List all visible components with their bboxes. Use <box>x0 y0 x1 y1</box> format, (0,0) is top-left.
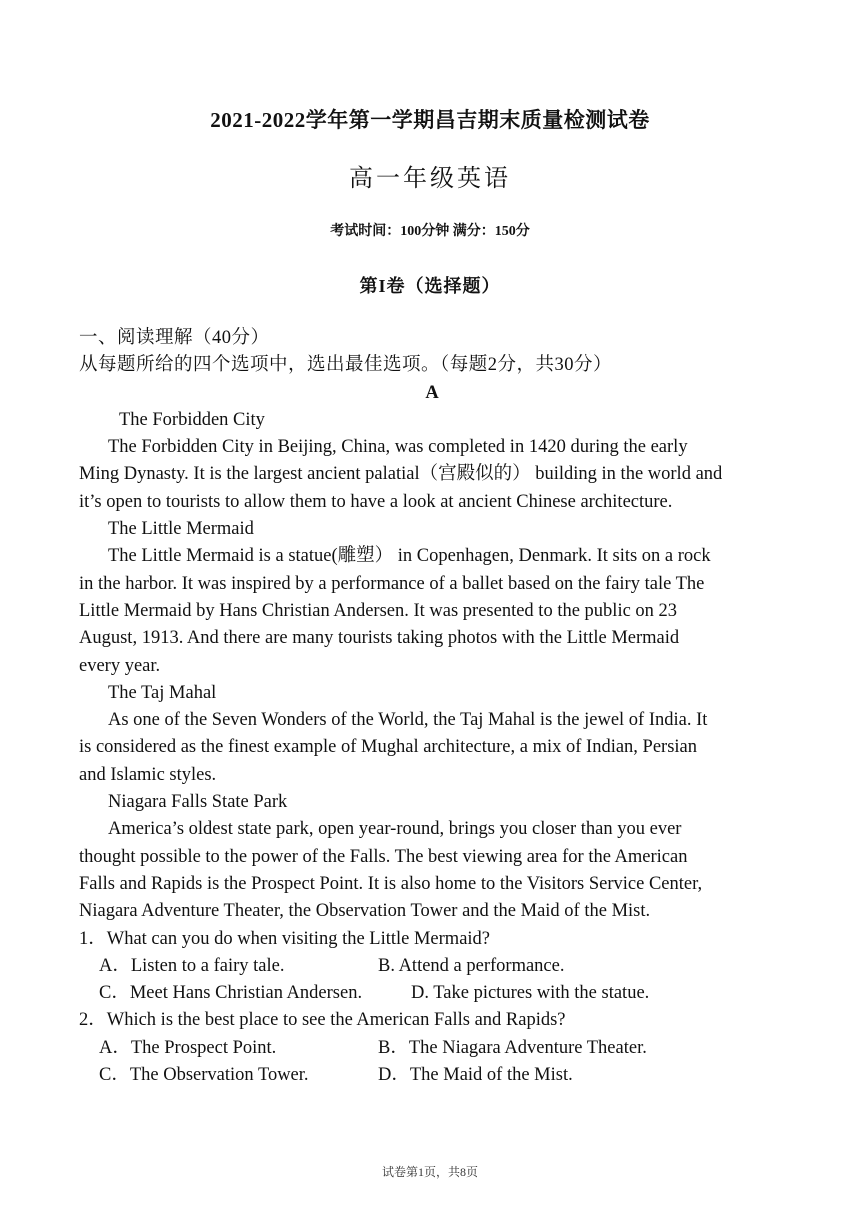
page-footer: 试卷第1页，共8页 <box>381 1165 478 1179</box>
passage-line: Little Mermaid by Hans Christian Andersen. It was presented to the public on 23 <box>79 600 678 621</box>
passage-line: thought possible to the power of the Falls. The best viewing area for the American <box>79 846 688 867</box>
passage-line: As one of the Seven Wonders of the World, the Taj Mahal is the jewel of India. It <box>108 710 708 731</box>
answer-option: D．The Maid of the Mist. <box>378 1065 573 1086</box>
passage-line: it’s open to tourists to allow them to have a look at ancient Chinese architecture. <box>79 491 673 512</box>
passage-heading: The Little Mermaid <box>108 519 254 540</box>
questions <box>79 926 785 1090</box>
passage-line: every year. <box>79 655 161 676</box>
passage-line: The Little Mermaid is a statue(雕塑） in Copenhagen, Denmark. It sits on a rock <box>108 546 711 567</box>
answer-option: B. Attend a performance. <box>378 955 565 976</box>
section-heading: 一、阅读理解（40分） <box>79 328 270 348</box>
question-stem: 2．Which is the best place to see the American Falls and Rapids? <box>79 1010 566 1031</box>
exam-body <box>79 325 785 1089</box>
section-instruction: 从每题所给的四个选项中，选出最佳选项。（每题2分，共30分） <box>79 355 613 376</box>
passage-heading: Niagara Falls State Park <box>108 792 288 813</box>
exam-subtitle: 高一年级英语 <box>349 166 511 192</box>
passage-line: is considered as the finest example of Mughal architecture, a mix of Indian, Persian <box>79 737 698 758</box>
exam-title: 2021-2022学年第一学期昌吉期末质量检测试卷 <box>210 108 650 132</box>
passage-line: in the harbor. It was inspired by a performance of a ballet based on the fairy tale The <box>79 573 705 594</box>
option-row <box>79 1035 785 1062</box>
answer-option: C．The Observation Tower. <box>99 1065 309 1086</box>
passage-line: America’s oldest state park, open year-round, brings you closer than you ever <box>108 819 682 840</box>
passage-line: and Islamic styles. <box>79 764 217 785</box>
option-row <box>79 953 785 980</box>
answer-option: A．The Prospect Point. <box>99 1037 277 1058</box>
question-stem: 1．What can you do when visiting the Little Mermaid? <box>79 928 491 949</box>
passage-line: Falls and Rapids is the Prospect Point. It is also home to the Visitors Service Center, <box>79 873 703 894</box>
passage-heading: The Taj Mahal <box>108 682 217 703</box>
passage-heading: The Forbidden City <box>119 409 265 430</box>
passage-line: The Forbidden City in Beijing, China, was completed in 1420 during the early <box>108 437 688 458</box>
answer-option: A．Listen to a fairy tale. <box>99 955 285 976</box>
answer-option: C．Meet Hans Christian Andersen. <box>99 983 363 1004</box>
option-row <box>79 1062 785 1089</box>
passage <box>79 407 785 926</box>
passage-line: August, 1913. And there are many tourists taking photos with the Little Mermaid <box>79 628 680 649</box>
part-label: A <box>425 382 439 403</box>
answer-option: D. Take pictures with the statue. <box>411 983 650 1004</box>
volume-heading: 第I卷（选择题） <box>359 276 501 296</box>
answer-option: B．The Niagara Adventure Theater. <box>378 1037 647 1058</box>
option-row <box>79 980 785 1007</box>
passage-line: Niagara Adventure Theater, the Observation Tower and the Maid of the Mist. <box>79 901 651 922</box>
exam-info: 考试时间：100分钟 满分：150分 <box>330 224 530 239</box>
passage-line: Ming Dynasty. It is the largest ancient palatial（宫殿似的） building in the world and <box>79 464 723 485</box>
